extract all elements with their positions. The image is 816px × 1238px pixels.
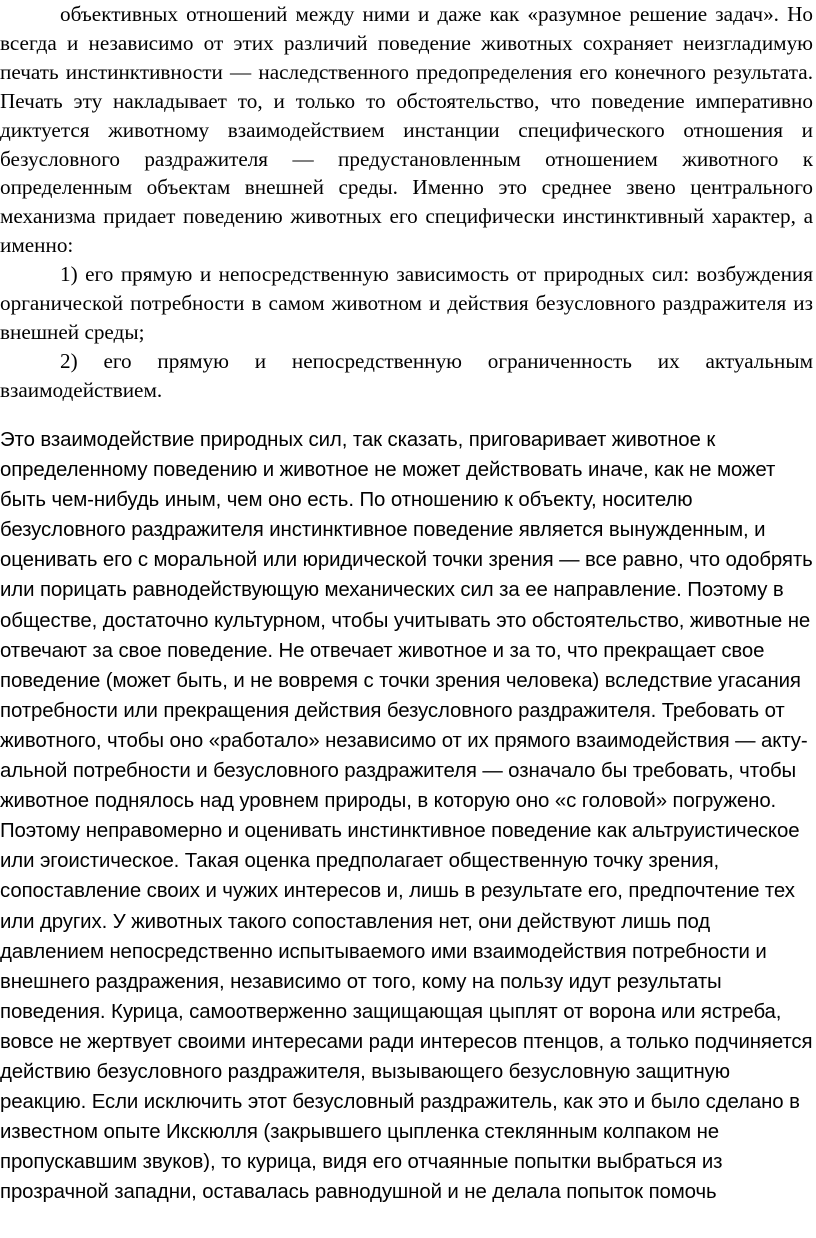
sans-text-block bbox=[0, 425, 816, 1207]
main-paragraph: Это взаимодействие природных сил, так сказать, приговаривает животное к определенному поведению и животное не может действовать иначе, как не может быть чем-нибудь иным, чем оно есть. По отношению к объекту, носителю безусловного раздражителя инстинктивное поведение является вынужденным, и оценивать его с моральной или юридической точки зрения — все равно, что одобрять или порицать равнодействующую механических сил за ее направление. Поэтому в обществе, достаточно культурном, чтобы учитывать это обстоятельство, животные не отвечают за свое поведение. Не отвечает животное и за то, что прекращает свое поведение (может быть, и не вовремя с точки зрения человека) вследствие угасания потребности или прекращения действия безусловного раздражителя. Требовать от животного, чтобы оно «работало» независимо от их прямого взаимодействия — акту-альной потребности и безусловного раздражителя — означало бы требовать, чтобы животное поднялось над уровнем природы, в которую оно «с головой» погружено. Поэтому неправомерно и оценивать инстинктивное поведение как альтруистическое или эгоистическое. Такая оценка предполагает общественную точку зрения, сопоставление своих и чужих интересов и, лишь в результате его, предпочтение тех или других. У животных такого сопоставления нет, они действуют лишь под давлением непосредственно испытываемого ими взаимодействия потребности и внешнего раздражения, независимо от того, кому на пользу идут результаты поведения. Курица, самоотверженно защищающая цыплят от ворона или ястреба, вовсе не жертвует своими интересами ради интересов птенцов, а только подчиняется действию безусловного раздражителя, вызывающего безусловную защитную реакцию. Если исключить этот безусловный раздражитель, как это и было сделано в известном опыте Икскюлля (закрывшего цыпленка стеклянным колпаком не пропускавшим звуков), то курица, видя его отчаянные попытки выбраться из прозрачной западни, оставалась равнодушной и не делала попыток помочь bbox=[0, 429, 813, 1204]
continuation-paragraph: объективных отношений между ними и даже как «разумное решение задач». Но всегда и независимо от этих различий поведение животных сохраняет неизгладимую печать инстинктивности — наследственного предопределения его конечного результата. Печать эту накладывает то, и только то обстоятельство, что поведение императивно диктуется животному взаимодействием инстанции специфического отношения и безусловного раздражителя — предустановленным отношением животного к определенным объектам внешней среды. Именно это среднее звено центрального механизма придает поведению животных его специфически инстинктивный характер, а именно: bbox=[0, 2, 813, 258]
serif-text-block bbox=[0, 0, 813, 405]
list-item-1: 1) его прямую и непосредственную зависимость от природных сил: возбуждения органической потребности в самом животном и действия безусловного раздражителя из внешней среды; bbox=[0, 262, 813, 344]
list-item-2: 2) его прямую и непосредственную ограниченность их актуальным взаимодействием. bbox=[0, 348, 813, 402]
